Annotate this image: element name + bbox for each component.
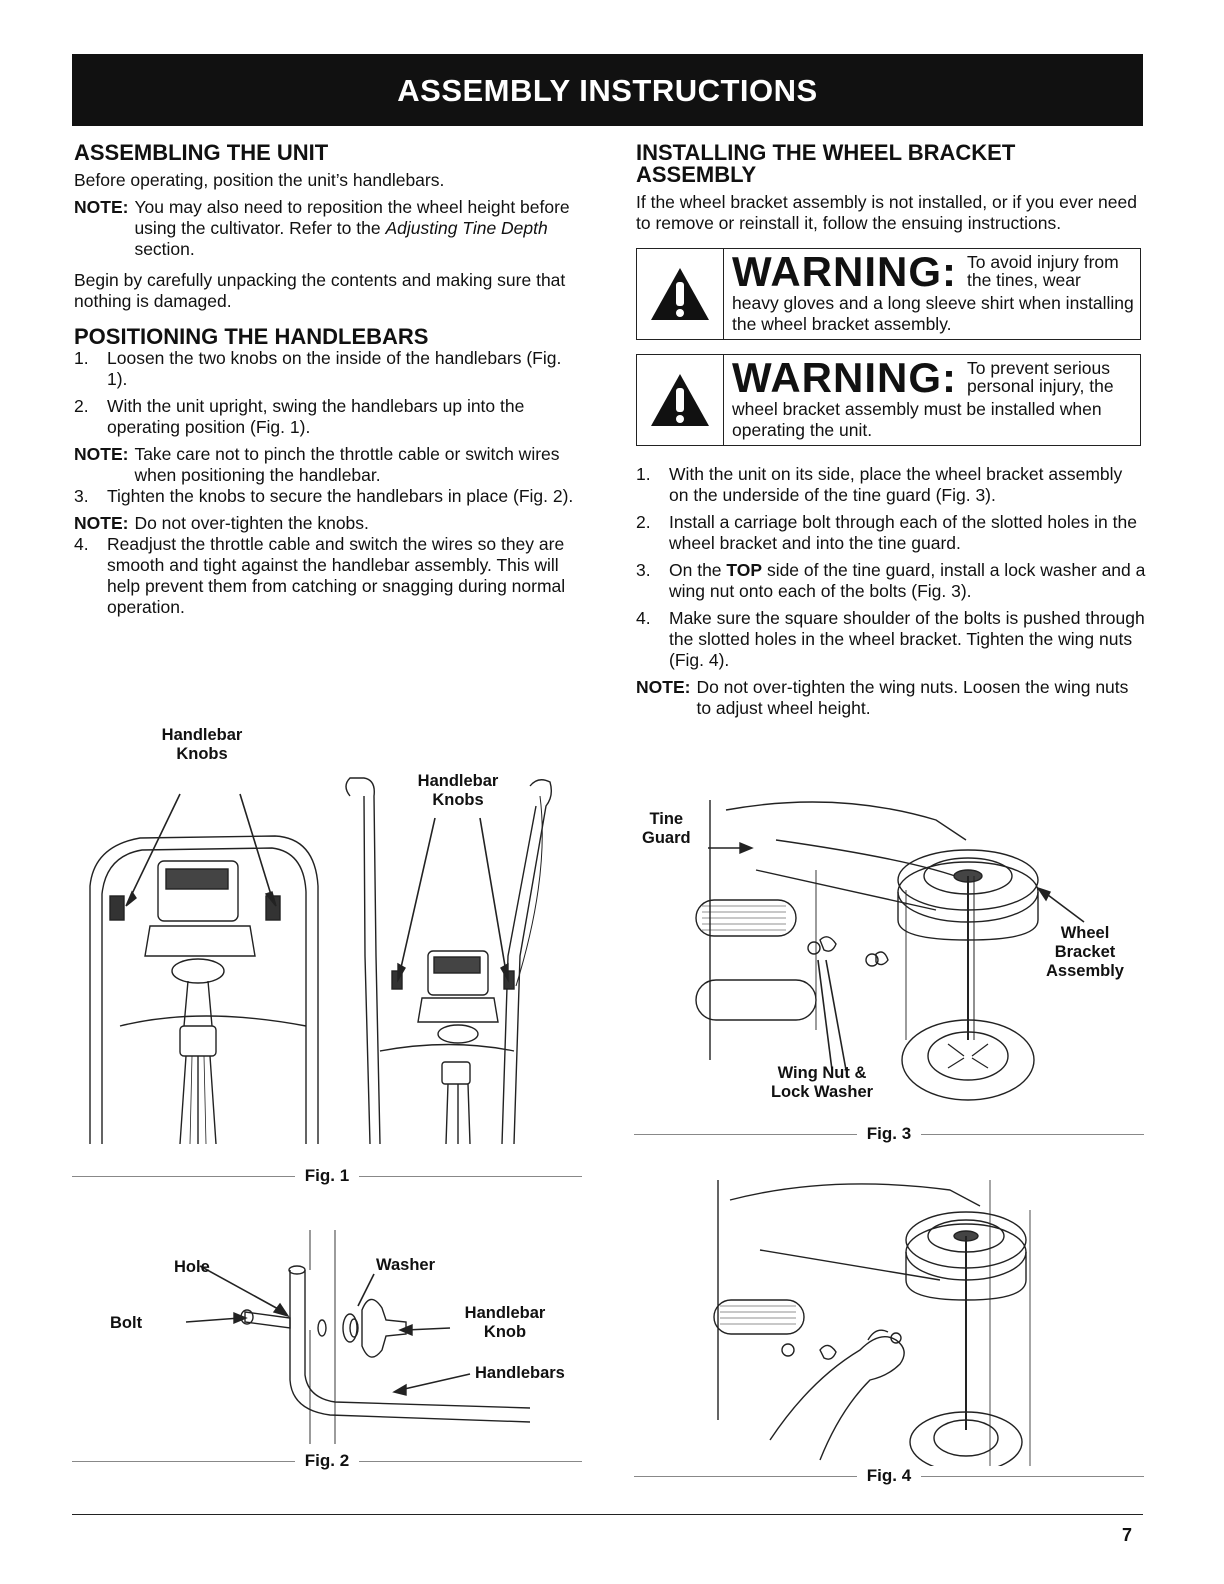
list-item xyxy=(74,396,584,438)
caption-text: Fig. 2 xyxy=(304,1451,350,1470)
heading-installing-wheel-bracket xyxy=(636,142,1146,186)
list-item xyxy=(636,512,1146,554)
caption-text: Fig. 1 xyxy=(304,1166,350,1185)
step-text: With the unit upright, swing the handlebars up into the operating position (Fig. 1). xyxy=(107,396,525,437)
caption-rule xyxy=(72,1461,295,1462)
list-item xyxy=(74,348,584,390)
warning-text: heavy gloves and a long sleeve shirt when installing the wheel bracket assembly. xyxy=(732,293,1134,334)
caption-rule xyxy=(359,1461,582,1462)
fig1-label-handlebar-knobs-right xyxy=(398,772,518,810)
list-item xyxy=(74,534,584,618)
step-text: Install a carriage bolt through each of the slotted holes in the wheel bracket and into the tine guard. xyxy=(669,512,1137,553)
step-text-end: side of the tine guard, install a lock washer and a wing nut onto each of the bolts (Fig. 3). xyxy=(669,560,1146,601)
figure-1-caption xyxy=(72,1166,582,1186)
note-text-end: section. xyxy=(134,239,195,259)
paragraph-wheel-intro: If the wheel bracket assembly is not installed, or if you ever need to remove or reinstall it, follow the ensuing instructions. xyxy=(636,192,1137,233)
handlebar-steps-final xyxy=(74,534,584,618)
label-line: Bracket xyxy=(1054,943,1116,961)
list-item xyxy=(636,464,1146,506)
page-number: 7 xyxy=(1122,1525,1133,1545)
warning-triangle-icon xyxy=(637,249,724,339)
step-text: Loosen the two knobs on the inside of the handlebars (Fig. 1). xyxy=(107,348,562,389)
label-line: Handlebar xyxy=(464,1304,546,1322)
note-wing-nuts xyxy=(636,677,1146,719)
section-banner: ASSEMBLY INSTRUCTIONS xyxy=(72,54,1143,126)
wheel-bracket-steps xyxy=(636,464,1146,671)
heading-line-1: INSTALLING THE WHEEL BRACKET xyxy=(636,140,1016,165)
caption-rule xyxy=(72,1176,295,1177)
warning-text-top: To prevent serious personal injury, the xyxy=(966,358,1114,396)
figure-1-illustration xyxy=(80,726,580,1146)
note-text: Do not over-tighten the wing nuts. Loosen the wing nuts to adjust wheel height. xyxy=(696,677,1129,718)
fig2-label-handlebar-knob xyxy=(455,1304,555,1342)
right-column xyxy=(636,142,1146,719)
step-number: 2. xyxy=(74,396,89,416)
step-number: 1. xyxy=(636,464,651,484)
label-line: Handlebar xyxy=(161,726,243,744)
step-text: Readjust the throttle cable and switch the wires so they are smooth and tight against the handlebar assembly. This will help prevent them from catching or snagging during normal operation. xyxy=(107,534,566,617)
step-text: On the xyxy=(669,560,727,580)
figure-2-illustration xyxy=(100,1230,580,1444)
heading-assembling-unit: ASSEMBLING THE UNIT xyxy=(74,140,329,165)
step-text: Make sure the square shoulder of the bolts is pushed through the slotted holes in the wheel bracket. Tighten the wing nuts (Fig. 4). xyxy=(669,608,1145,670)
fig2-label-handlebars: Handlebars xyxy=(475,1364,565,1382)
note-throttle-cable xyxy=(74,444,584,486)
step-number: 1. xyxy=(74,348,89,368)
heading-positioning-handlebars: POSITIONING THE HANDLEBARS xyxy=(74,324,429,349)
list-item xyxy=(636,608,1146,671)
step-text: With the unit on its side, place the wheel bracket assembly on the underside of the tine guard (Fig. 3). xyxy=(669,464,1123,505)
paragraph-unpacking: Begin by carefully unpacking the contents and making sure that nothing is damaged. xyxy=(74,270,566,311)
label-line: Lock Washer xyxy=(770,1083,874,1101)
step-emphasis: TOP xyxy=(726,560,763,580)
note-text: Take care not to pinch the throttle cable or switch wires when positioning the handlebar. xyxy=(134,444,560,485)
caption-rule xyxy=(921,1134,1144,1135)
caption-rule xyxy=(634,1134,857,1135)
caption-rule xyxy=(634,1476,857,1477)
label-line: Knobs xyxy=(176,745,228,763)
figure-4-illustration xyxy=(700,1180,1060,1466)
label-line: Assembly xyxy=(1046,962,1124,980)
fig3-label-wheel-bracket-assembly xyxy=(1040,924,1130,981)
caption-rule xyxy=(921,1476,1144,1477)
step-number: 4. xyxy=(74,534,89,554)
step-number: 3. xyxy=(636,560,651,580)
note-label: NOTE: xyxy=(636,677,691,697)
note-over-tighten xyxy=(74,513,584,534)
step-number: 2. xyxy=(636,512,651,532)
warning-box-tines xyxy=(636,248,1141,340)
step-number: 3. xyxy=(74,486,89,506)
list-item xyxy=(636,560,1146,602)
fig2-label-bolt: Bolt xyxy=(110,1314,143,1332)
note-text: Do not over-tighten the knobs. xyxy=(134,513,369,533)
label-line: Knobs xyxy=(432,791,484,809)
label-line: Wing Nut & xyxy=(777,1064,867,1082)
caption-text: Fig. 4 xyxy=(866,1466,912,1485)
warning-word: WARNING: xyxy=(732,248,957,295)
section-reference: Adjusting Tine Depth xyxy=(385,218,548,238)
warning-box-install xyxy=(636,354,1141,446)
label-line: Wheel xyxy=(1060,924,1110,942)
warning-triangle-icon xyxy=(637,355,724,445)
warning-text: wheel bracket assembly must be installed when operating the unit. xyxy=(732,399,1102,440)
figure-3-caption xyxy=(634,1124,1144,1144)
footer-rule xyxy=(72,1514,1143,1515)
label-line: Handlebar xyxy=(417,772,499,790)
figure-3-illustration xyxy=(636,800,1142,1126)
fig1-label-handlebar-knobs-left xyxy=(142,726,262,764)
step-number: 4. xyxy=(636,608,651,628)
note-wheel-height xyxy=(74,197,584,260)
fig2-label-washer: Washer xyxy=(376,1256,435,1274)
note-label: NOTE: xyxy=(74,444,129,464)
note-label: NOTE: xyxy=(74,513,129,533)
paragraph-before-operating: Before operating, position the unit’s handlebars. xyxy=(74,170,445,190)
warning-text-top: To avoid injury from the tines, wear xyxy=(966,252,1119,290)
left-column xyxy=(74,142,584,618)
heading-line-2: ASSEMBLY xyxy=(636,162,757,187)
handlebar-steps-continued xyxy=(74,486,584,507)
fig3-label-tine-guard xyxy=(642,810,691,848)
step-text: Tighten the knobs to secure the handlebars in place (Fig. 2). xyxy=(107,486,574,506)
note-label: NOTE: xyxy=(74,197,129,217)
handlebar-steps xyxy=(74,348,584,438)
label-line: Knob xyxy=(483,1323,527,1341)
fig3-label-wing-nut-lock-washer xyxy=(762,1064,882,1102)
caption-rule xyxy=(359,1176,582,1177)
caption-text: Fig. 3 xyxy=(866,1124,912,1143)
label-line: Guard xyxy=(642,829,691,847)
list-item xyxy=(74,486,584,507)
fig2-label-hole: Hole xyxy=(174,1258,210,1276)
label-line: Tine xyxy=(649,810,684,828)
note-text: You may also need to reposition the wheel height before using the cultivator. Refer to the xyxy=(134,197,570,238)
figure-2-caption xyxy=(72,1451,582,1471)
warning-word: WARNING: xyxy=(732,354,957,401)
figure-4-caption xyxy=(634,1466,1144,1486)
